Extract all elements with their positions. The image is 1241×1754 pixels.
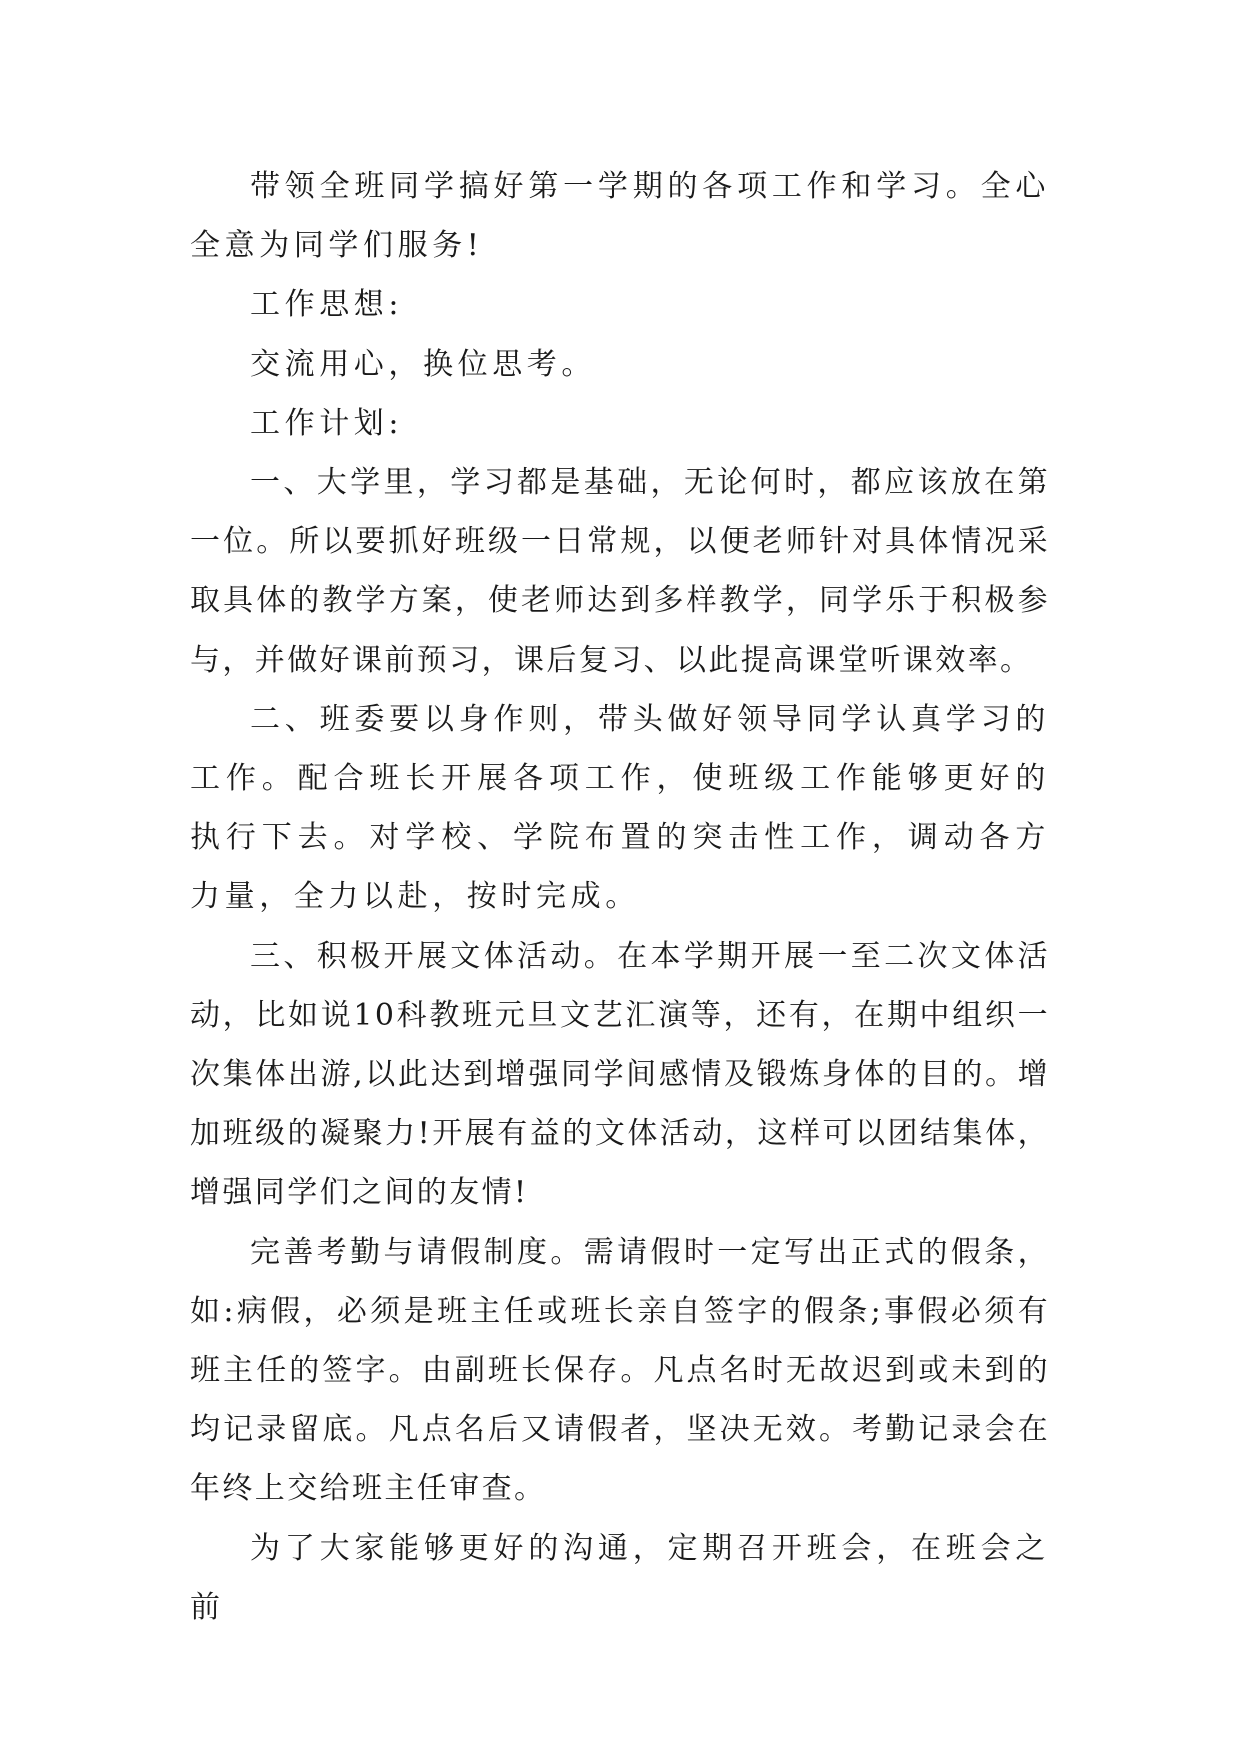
- heading-work-thought: 工作思想:: [250, 287, 404, 323]
- paragraph-plan-1: 一、大学里，学习都是基础，无论何时，都应该放在第一位。所以要抓好班级一日常规，以便老师针对具体情况采取具体的教学方案，使老师达到多样教学，同学乐于积极参与，并做好课前预习，课后复习、以此提高课堂听课效率。: [190, 465, 1050, 678]
- paragraph-class-meeting: 为了大家能够更好的沟通，定期召开班会，在班会之前: [190, 1530, 1050, 1625]
- document-body: [190, 157, 1050, 1637]
- paragraph-attendance: 完善考勤与请假制度。需请假时一定写出正式的假条，如:病假，必须是班主任或班长亲自签字的假条;事假必须有班主任的签字。由副班长保存。凡点名时无故迟到或未到的均记录留底。凡点名后又请假者，坚决无效。考勤记录会在年终上交给班主任审查。: [190, 1234, 1050, 1507]
- heading-work-plan: 工作计划:: [250, 405, 404, 441]
- paragraph-intro: 带领全班同学搞好第一学期的各项工作和学习。全心全意为同学们服务!: [190, 169, 1050, 264]
- paragraph-work-thought: 交流用心，换位思考。: [250, 346, 596, 382]
- paragraph-plan-2: 二、班委要以身作则，带头做好领导同学认真学习的工作。配合班长开展各项工作，使班级工作能够更好的执行下去。对学校、学院布置的突击性工作，调动各方力量，全力以赴，按时完成。: [190, 701, 1050, 915]
- paragraph-plan-3: 三、积极开展文体活动。在本学期开展一至二次文体活动，比如说10科教班元旦文艺汇演等，还有，在期中组织一次集体出游,以此达到增强同学间感情及锻炼身体的目的。增加班级的凝聚力!开展有益的文体活动，这样可以团结集体，增强同学们之间的友情!: [190, 938, 1050, 1211]
